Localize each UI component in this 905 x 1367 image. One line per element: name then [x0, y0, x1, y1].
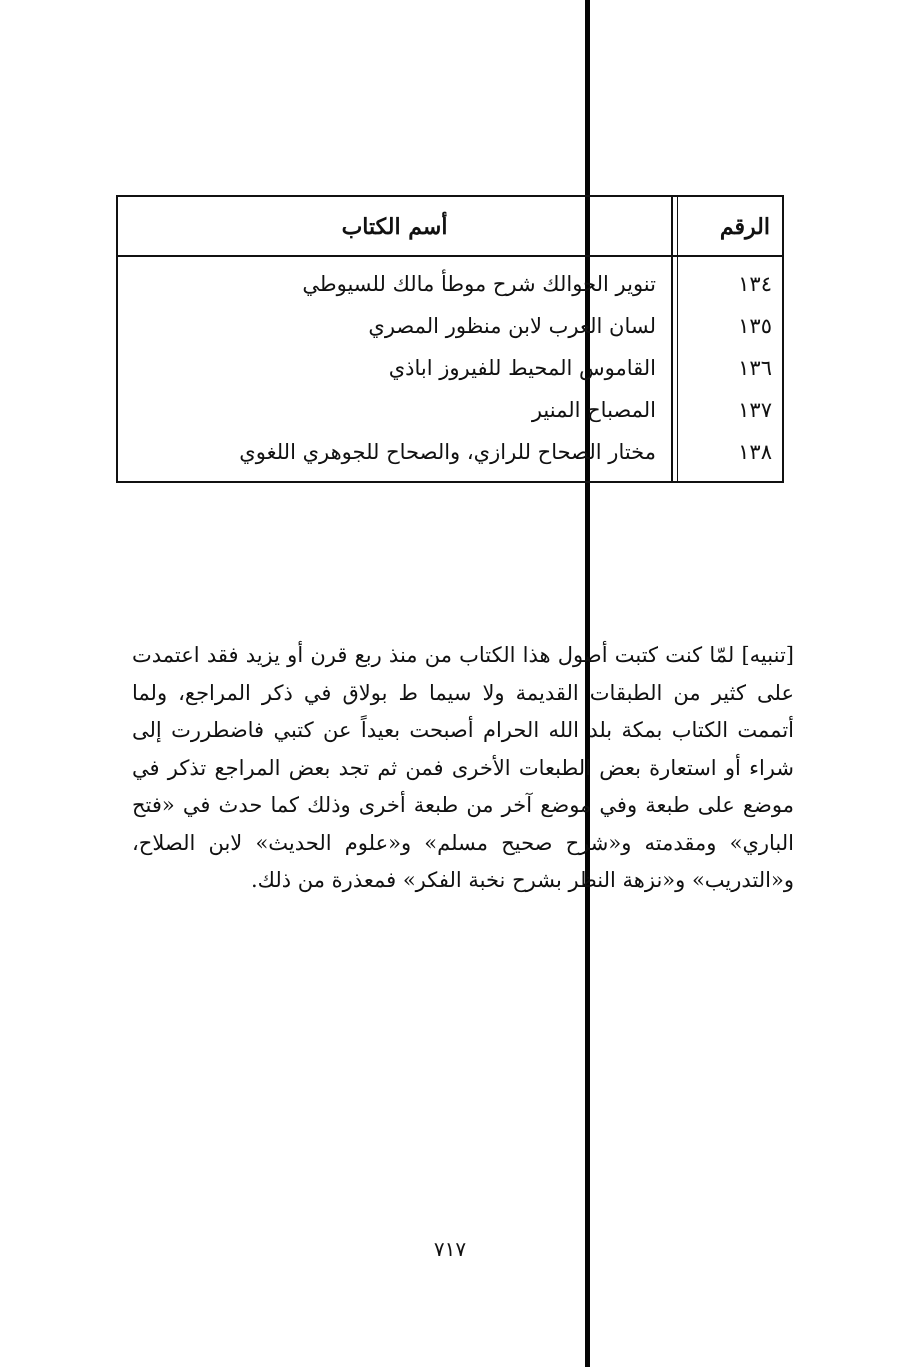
row-title: تنوير الحوالك شرح موطأ مالك للسيوطي	[302, 272, 656, 296]
table-header-rule	[118, 255, 782, 257]
row-number: ١٣٥	[738, 314, 772, 338]
note-tag: [تنبيه]	[741, 643, 794, 667]
table-body	[118, 263, 782, 473]
page-number: ٧١٧	[433, 1237, 467, 1261]
row-title: المصباح المنير	[531, 398, 656, 422]
note-paragraph	[132, 637, 794, 900]
table-row	[118, 305, 782, 347]
table-row	[118, 431, 782, 473]
table-row	[118, 347, 782, 389]
table-row	[118, 263, 782, 305]
row-number: ١٣٤	[738, 272, 772, 296]
table-row	[118, 389, 782, 431]
row-number: ١٣٨	[738, 440, 772, 464]
references-table	[116, 195, 784, 483]
column-header-title: أسم الكتاب	[341, 214, 448, 240]
row-title: القاموس المحيط للفيروز اباذي	[388, 356, 656, 380]
row-number: ١٣٧	[738, 398, 772, 422]
note-text: لمّا كنت كتبت أصول هذا الكتاب من منذ ربع قرن أو يزيد فقد اعتمدت على كثير من الطبقات القديمة ولا سيما ط بولاق في ذكر المراجع، ولما أتممت الكتاب بمكة بلد الله الحرام أصبحت بعيداً عن كتبي فاضطررت إلى شراء أو استعارة بعض الطبعات الأخرى فمن ثم تجد بعض المراجع تذكر في موضع على طبعة وفي موضع آخر من طبعة أخرى وذلك كما حدث في «فتح الباري» ومقدمته و«شرح صحيح مسلم» و«علوم الحديث» لابن الصلاح، و«التدريب» و«نزهة النظر بشرح نخبة الفكر» فمعذرة من ذلك.	[132, 643, 794, 892]
row-title: لسان العرب لابن منظور المصري	[368, 314, 656, 338]
row-number: ١٣٦	[738, 356, 772, 380]
row-title: مختار الصحاح للرازي، والصحاح للجوهري اللغوي	[239, 440, 656, 464]
column-header-number: الرقم	[719, 214, 770, 240]
